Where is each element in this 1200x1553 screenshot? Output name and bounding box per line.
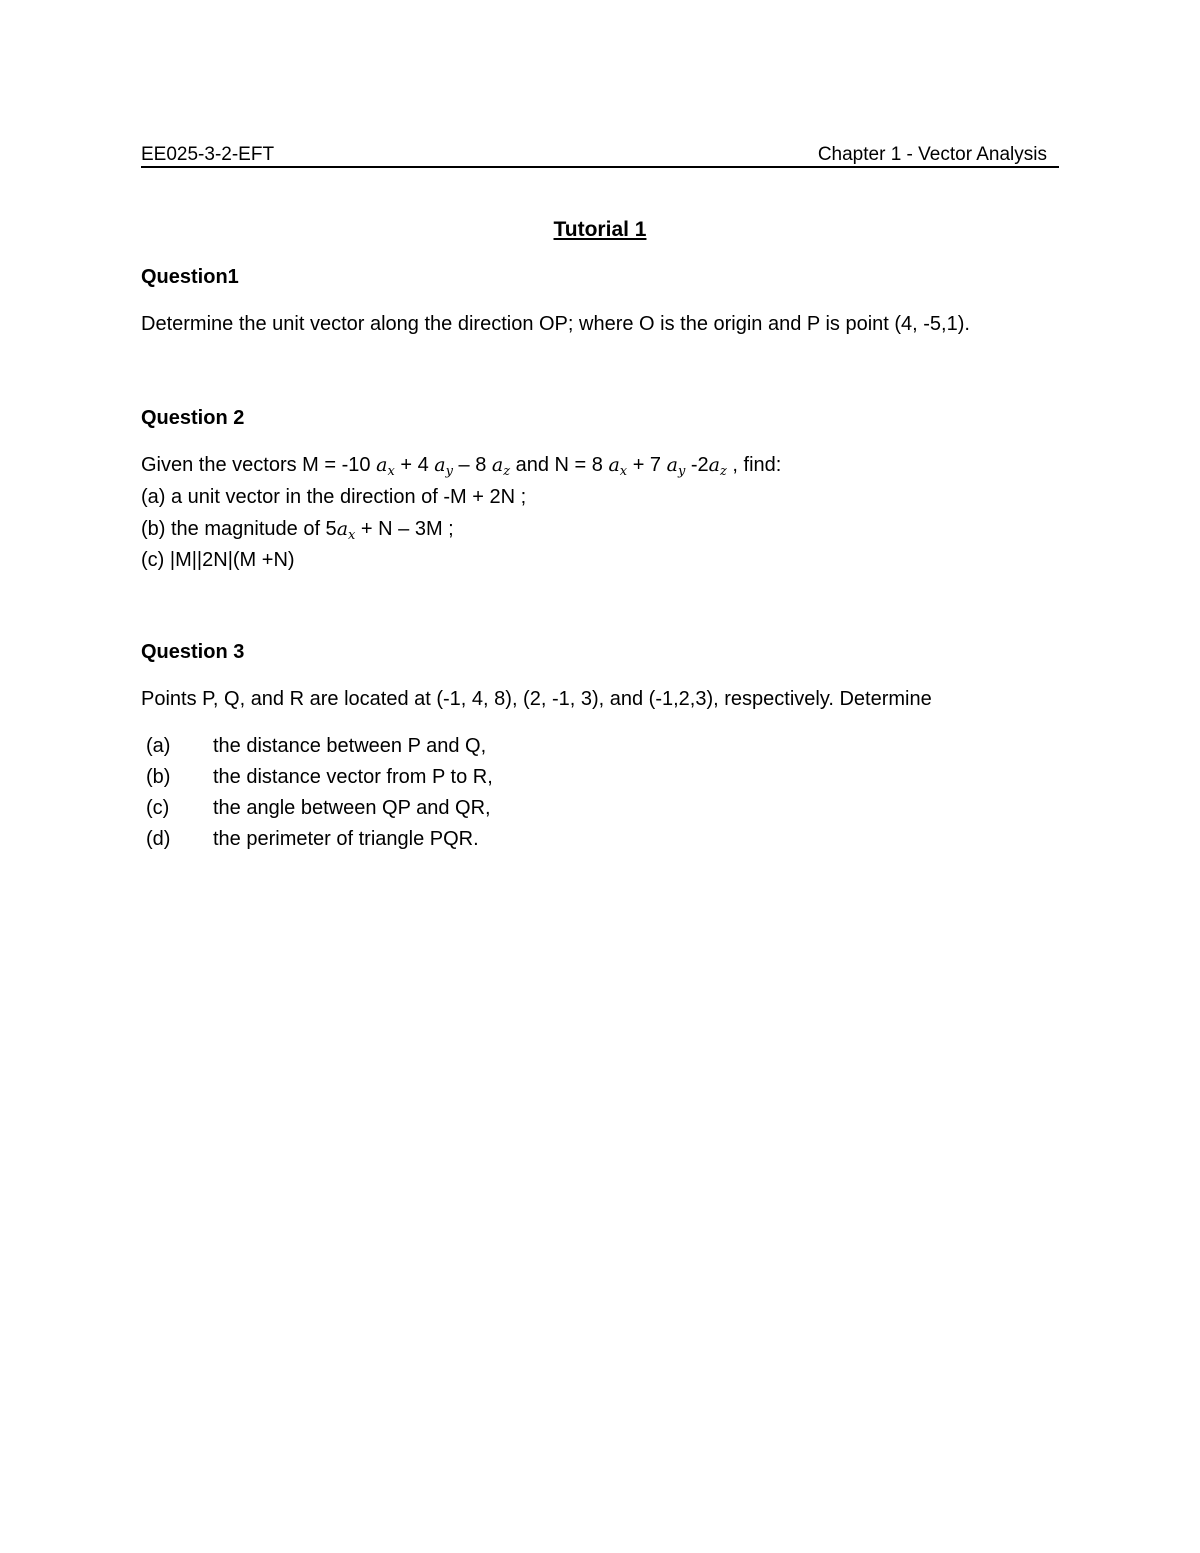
header-rule — [141, 166, 1059, 168]
unit-vector-az: $a_z$ — [708, 454, 727, 479]
question-3-text: Points P, Q, and R are located at (-1, 4, 8), (2, -1, 3), and (-1,2,3), respectively. Determine — [141, 688, 932, 710]
question-2-part-c: (c) |M||2N|(M +N) — [141, 549, 295, 571]
unit-vector-ay: $a_y$ — [434, 454, 453, 479]
question-1-text: Determine the unit vector along the direction OP; where O is the origin and P is point (4, -5,1). — [141, 313, 970, 335]
list-item: (b) the distance vector from P to R, — [146, 766, 493, 788]
question-2-part-b: (b) the magnitude of $5a_x + N - 3M$ ; — [141, 518, 454, 543]
unit-vector-az: $a_z$ — [491, 454, 511, 479]
unit-vector-ax: $a_x$ — [376, 454, 395, 479]
tutorial-title: Tutorial 1 — [553, 218, 647, 241]
question-2-intro: Given the vectors M = -10 $a_x + 4$ $a_y - 8$ $a_z$ and N = 8 $a_x + 7$ $a_y$ $-2a_z$ , find: — [141, 454, 782, 479]
unit-vector-ay: $a_y$ — [666, 454, 686, 479]
list-item: (a) the distance between P and Q, — [146, 735, 487, 757]
unit-vector-ax: $a_x$ — [608, 454, 628, 479]
chapter-title: Chapter 1 - Vector Analysis — [817, 144, 1047, 165]
question-2-part-a: (a) a unit vector in the direction of -M + 2N ; — [141, 486, 527, 508]
page-header — [141, 143, 1059, 167]
unit-vector-ax: $a_x$ — [336, 518, 356, 543]
list-item: (c) the angle between QP and QR, — [146, 797, 491, 819]
question-2-heading: Question 2 — [141, 407, 245, 429]
question-1-heading: Question1 — [141, 266, 239, 288]
question-3-heading: Question 3 — [141, 641, 245, 663]
list-item: (d) the perimeter of triangle PQR. — [146, 828, 479, 850]
course-code: EE025-3-2-EFT — [141, 144, 275, 165]
